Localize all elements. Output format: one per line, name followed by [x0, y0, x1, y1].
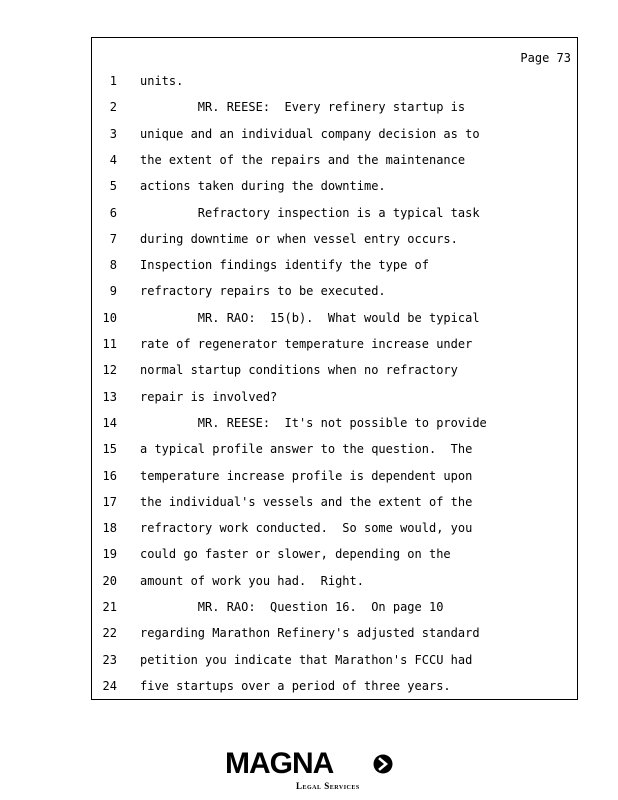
line-text: MR. RAO: Question 16. On page 10 — [140, 600, 444, 614]
line-number: 15 — [102, 442, 117, 457]
transcript-line — [92, 281, 577, 301]
line-number: 24 — [102, 678, 117, 693]
line-number: 22 — [102, 626, 117, 641]
transcript-line — [92, 676, 577, 696]
line-number: 5 — [109, 179, 117, 194]
line-text: Inspection findings identify the type of — [140, 258, 429, 273]
line-text: regarding Marathon Refinery's adjusted standard — [140, 626, 480, 641]
transcript-line — [92, 544, 577, 564]
line-text: MR. REESE: Every refinery startup is — [140, 100, 466, 115]
line-number: 14 — [102, 415, 117, 430]
transcript-line — [92, 466, 577, 486]
line-text: Refractory inspection is a typical task — [140, 205, 480, 220]
line-number: 17 — [102, 494, 117, 509]
line-text: the extent of the repairs and the maintenance — [140, 152, 466, 167]
logo-wordmark: MAGNA — [225, 747, 334, 780]
logo-subtitle: Legal Services — [296, 781, 360, 791]
line-number: 10 — [102, 310, 117, 325]
line-text: refractory repairs to be executed. — [140, 284, 386, 299]
line-number: 4 — [109, 152, 117, 167]
line-number: 6 — [109, 205, 117, 220]
line-number: 3 — [109, 126, 117, 141]
magna-logo — [225, 748, 395, 792]
line-text: repair is involved? — [140, 389, 278, 404]
transcript-line — [92, 597, 577, 617]
transcript-line — [92, 650, 577, 670]
transcript-line — [92, 334, 577, 354]
line-number: 21 — [102, 600, 117, 614]
line-text: five startups over a period of three years. — [140, 678, 451, 693]
transcript-line — [92, 413, 577, 433]
line-number: 9 — [109, 284, 117, 299]
line-number: 8 — [109, 258, 117, 273]
line-number: 16 — [102, 468, 117, 483]
line-number: 11 — [102, 337, 117, 351]
transcript-line — [92, 176, 577, 196]
line-number: 20 — [102, 573, 117, 588]
transcript-line — [92, 150, 577, 170]
transcript-line — [92, 229, 577, 249]
line-number: 23 — [102, 652, 117, 667]
page-number: Page 73 — [520, 51, 571, 65]
line-text: actions taken during the downtime. — [140, 179, 386, 194]
line-number: 1 — [109, 74, 117, 88]
line-number: 18 — [102, 521, 117, 536]
line-text: a typical profile answer to the question. The — [140, 442, 473, 457]
line-text: MR. REESE: It's not possible to provide — [140, 415, 487, 430]
transcript-line — [92, 623, 577, 643]
line-text: refractory work conducted. So some would, you — [140, 521, 473, 536]
transcript-line — [92, 124, 577, 144]
line-number: 19 — [102, 547, 117, 562]
line-text: normal startup conditions when no refractory — [140, 363, 458, 378]
transcript-line — [92, 439, 577, 459]
line-text: amount of work you had. Right. — [140, 573, 364, 588]
line-text: MR. RAO: 15(b). What would be typical — [140, 310, 480, 325]
line-text: rate of regenerator temperature increase under — [140, 337, 473, 351]
line-number: 2 — [109, 100, 117, 115]
arrow-circle-icon — [373, 754, 393, 774]
line-number: 7 — [109, 231, 117, 246]
transcript-line — [92, 492, 577, 512]
transcript-line — [92, 571, 577, 591]
transcript-line — [92, 518, 577, 538]
line-text: petition you indicate that Marathon's FCCU had — [140, 652, 473, 667]
transcript-line — [92, 255, 577, 275]
line-text: during downtime or when vessel entry occurs. — [140, 231, 458, 246]
line-number: 12 — [102, 363, 117, 378]
transcript-page — [91, 37, 578, 700]
transcript-line — [92, 203, 577, 223]
line-text: could go faster or slower, depending on the — [140, 547, 451, 562]
line-text: unique and an individual company decision as to — [140, 126, 480, 141]
line-number: 13 — [102, 389, 117, 404]
transcript-line — [92, 97, 577, 117]
line-text: the individual's vessels and the extent of the — [140, 494, 473, 509]
transcript-line — [92, 71, 577, 91]
line-text: units. — [140, 74, 184, 88]
transcript-line — [92, 387, 577, 407]
transcript-line — [92, 308, 577, 328]
transcript-line — [92, 360, 577, 380]
line-text: temperature increase profile is dependent upon — [140, 468, 473, 483]
